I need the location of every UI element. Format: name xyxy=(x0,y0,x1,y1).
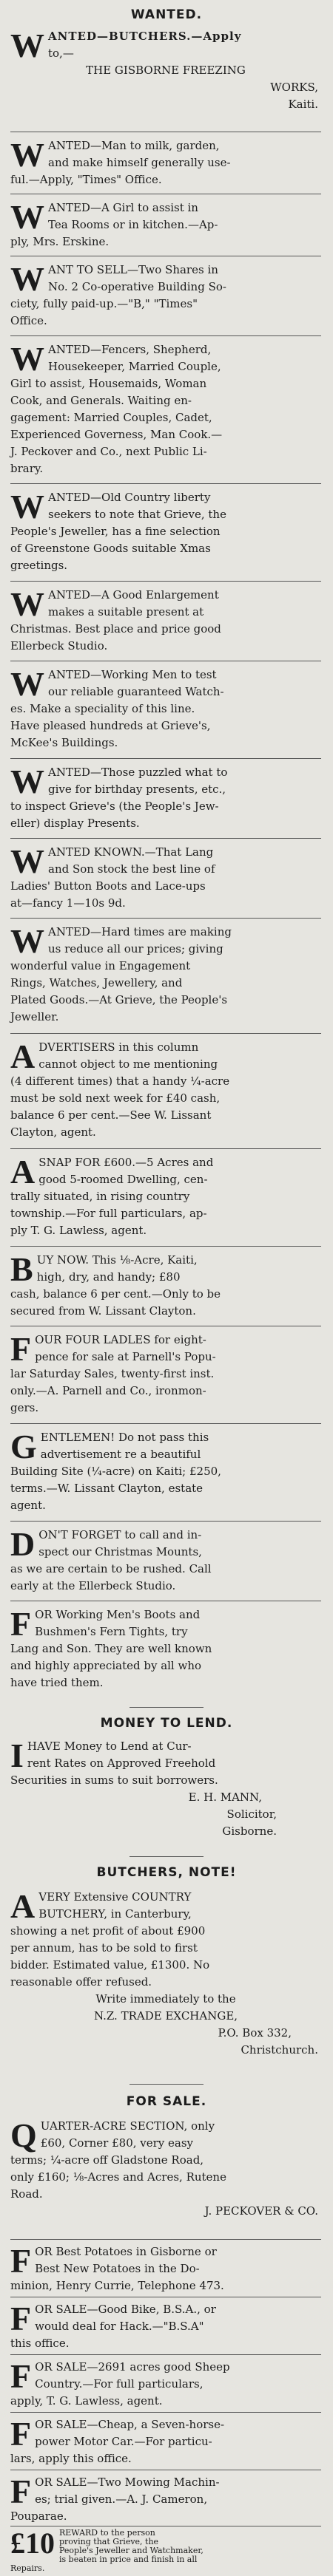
ad-line: eller) display Presents. xyxy=(10,817,140,830)
ad-line: THE GISBORNE FREEZING xyxy=(86,64,246,77)
ad-line: us reduce all our prices; giving xyxy=(48,942,223,955)
ad-line: makes a suitable present at xyxy=(48,605,204,619)
ad-line: No. 2 Co-operative Building So- xyxy=(48,280,226,293)
drop-cap: W xyxy=(10,488,44,525)
ad-line: Gisborne. xyxy=(222,1824,277,1838)
drop-cap: I xyxy=(10,1737,24,1774)
ad-line: £60, Corner £80, very easy xyxy=(40,2136,194,2150)
rule xyxy=(10,1033,321,1034)
rule xyxy=(10,2239,321,2240)
drop-cap: W xyxy=(10,585,44,623)
drop-cap: F xyxy=(10,2242,32,2280)
ad-line: Pouparae. xyxy=(10,2509,67,2523)
ad-line: REWARD to the person xyxy=(59,2528,155,2538)
ad-line: Jeweller. xyxy=(10,1010,59,1023)
classified-ad-working-men-watches xyxy=(10,667,321,752)
ad-line: J. PECKOVER & CO. xyxy=(204,2204,318,2218)
ad-line: good 5-roomed Dwelling, cen- xyxy=(38,1173,208,1186)
ad-line: N.Z. TRADE EXCHANGE, xyxy=(93,2009,238,2023)
ad-line: lar Saturday Sales, twenty-first inst. xyxy=(10,1367,215,1380)
ad-line: only.—A. Parnell and Co., ironmon- xyxy=(10,1384,206,1397)
ad-line: at—fancy 1—10s 9d. xyxy=(10,896,126,910)
rule xyxy=(10,838,321,839)
ad-line: SNAP FOR £600.—5 Acres and xyxy=(38,1156,214,1169)
ad-line: is beaten in price and finish in all xyxy=(59,2555,198,2564)
classified-ad-man-milk xyxy=(10,137,321,188)
ad-line: this office. xyxy=(10,2337,70,2350)
ad-line: balance 6 per cent.—See W. Lissant xyxy=(10,1108,212,1122)
rule xyxy=(10,1423,321,1424)
ad-line: ANTED—Man to milk, garden, xyxy=(48,139,220,152)
ad-line: Best New Potatoes in the Do- xyxy=(35,2262,200,2275)
ad-line: minion, Henry Currie, Telephone 473. xyxy=(10,2279,224,2292)
ad-line: to,— xyxy=(48,47,74,60)
ad-line: terms; ¼-acre off Gladstone Road, xyxy=(10,2153,204,2167)
ad-line: Lang and Son. They are well known xyxy=(10,1642,212,1655)
ad-line: BUTCHERY, in Canterbury, xyxy=(38,1907,192,1921)
ad-line: Office. xyxy=(10,314,47,327)
ad-line: of Greenstone Goods suitable Xmas xyxy=(10,542,211,555)
drop-cap: F xyxy=(10,2473,32,2510)
drop-cap: F xyxy=(10,2300,32,2337)
classified-ad-quarter-acre xyxy=(10,2118,321,2220)
ad-line: would deal for Hack.—"B.S.A" xyxy=(35,2320,204,2333)
drop-cap: G xyxy=(10,1428,37,1465)
ad-line: trally situated, in rising country xyxy=(10,1190,190,1203)
classified-ad-gentlemen xyxy=(10,1429,321,1514)
section-heading-wanted: WANTED. xyxy=(130,7,203,22)
classified-ad-boots xyxy=(10,1606,321,1691)
ad-line: only £160; ⅛-Acres and Acres, Rutene xyxy=(10,2170,226,2184)
ad-line: Solicitor, xyxy=(226,1807,277,1821)
ad-line: OR SALE—Good Bike, B.S.A., or xyxy=(35,2303,216,2316)
classified-ad-advertisers xyxy=(10,1039,321,1141)
classified-ad-motor-car xyxy=(10,2416,321,2467)
ad-line: ANTED—Working Men to test xyxy=(48,668,217,681)
ad-line: UARTER-ACRE SECTION, only xyxy=(40,2119,215,2133)
ad-line: ANTED—Those puzzled what to xyxy=(48,766,228,779)
rule xyxy=(130,1707,204,1708)
ad-line: OR SALE—2691 acres good Sheep xyxy=(35,2360,230,2374)
ad-line: OR Best Potatoes in Gisborne or xyxy=(35,2245,217,2258)
section-heading-butchers-note: BUTCHERS, NOTE! xyxy=(96,1865,237,1880)
drop-cap: F xyxy=(10,1330,32,1368)
ad-line: bidder. Estimated value, £1300. No xyxy=(10,1958,210,1972)
ad-line: ANTED—A Good Enlargement xyxy=(48,588,219,602)
ad-line: cash, balance 6 per cent.—Only to be xyxy=(10,1287,221,1301)
ad-line: secured from W. Lissant Clayton. xyxy=(10,1304,196,1318)
rule xyxy=(10,2412,321,2413)
classified-ad-money-lend xyxy=(10,1738,321,1840)
ad-line: ANTED—Old Country liberty xyxy=(48,491,211,504)
ad-line: ENTLEMEN! Do not pass this xyxy=(40,1431,209,1444)
drop-cap: A xyxy=(10,1153,36,1190)
classified-ad-liberty-seekers xyxy=(10,489,321,574)
ad-line: ANTED—Fencers, Shepherd, xyxy=(48,343,212,356)
drop-cap: D xyxy=(10,1525,36,1563)
ad-line: lars, apply this office. xyxy=(10,2452,132,2465)
classified-ad-snap-600 xyxy=(10,1154,321,1239)
ad-line: ANTED—Hard times are making xyxy=(48,925,232,938)
ad-line: Country.—For full particulars, xyxy=(35,2377,204,2391)
ad-line: Repairs. xyxy=(10,2563,45,2573)
rule xyxy=(10,1246,321,1247)
ad-line: proving that Grieve, the xyxy=(59,2537,159,2546)
ad-line: per annum, has to be sold to first xyxy=(10,1941,198,1955)
ad-line: E. H. MANN, xyxy=(188,1790,262,1804)
ad-line: es; trial given.—A. J. Cameron, xyxy=(35,2492,208,2506)
classified-ad-mowing-machines xyxy=(10,2474,321,2525)
ad-line: ply T. G. Lawless, agent. xyxy=(10,1224,147,1237)
classified-ad-fencers xyxy=(10,341,321,477)
section-heading-money-to-lend: MONEY TO LEND. xyxy=(100,1716,233,1731)
ad-line: Kaiti. xyxy=(288,98,318,111)
drop-cap: A xyxy=(10,1037,36,1075)
classified-ad-girl-tea-rooms xyxy=(10,200,321,251)
ad-line: our reliable guaranteed Watch- xyxy=(48,685,224,698)
ad-line: Ladies' Button Boots and Lace-ups xyxy=(10,879,206,893)
ad-line: early at the Ellerbeck Studio. xyxy=(10,1579,176,1592)
drop-cap: W xyxy=(10,665,44,703)
ad-line: Girl to assist, Housemaids, Woman xyxy=(10,377,207,390)
ad-line: Building Site (¼-acre) on Kaiti; £250, xyxy=(10,1465,221,1478)
classified-ad-hard-times xyxy=(10,924,321,1026)
ad-line: Write immediately to the xyxy=(95,1992,236,2006)
classified-ad-reward xyxy=(10,2526,321,2573)
ad-line: ANTED KNOWN.—That Lang xyxy=(48,845,214,859)
ad-line: as we are certain to be rushed. Call xyxy=(10,1562,212,1575)
ad-line: ful.—Apply, "Times" Office. xyxy=(10,173,162,186)
drop-cap: W xyxy=(10,763,44,800)
ad-line: cannot object to me mentioning xyxy=(38,1057,218,1071)
ad-line: gers. xyxy=(10,1401,39,1414)
ad-line: pence for sale at Parnell's Popu- xyxy=(35,1350,216,1363)
ad-line: reasonable offer refused. xyxy=(10,1975,152,1989)
ad-line: UY NOW. This ⅛-Acre, Kaiti, xyxy=(36,1253,198,1267)
ad-line: OR Working Men's Boots and xyxy=(35,1608,201,1621)
drop-cap: W xyxy=(10,260,44,298)
classified-ad-puzzled-presents xyxy=(10,764,321,832)
ad-line: VERY Extensive COUNTRY xyxy=(38,1890,192,1904)
ad-line: People's Jeweller and Watchmaker, xyxy=(59,2546,204,2555)
ad-line: seekers to note that Grieve, the xyxy=(48,508,226,521)
ad-line: ON'T FORGET to call and in- xyxy=(38,1528,202,1541)
ad-line: ANTED—A Girl to assist in xyxy=(48,201,198,214)
drop-cap: £10 xyxy=(10,2526,55,2560)
ad-line: ANT TO SELL—Two Shares in xyxy=(48,263,218,276)
classified-ad-butchers-wanted xyxy=(10,28,321,113)
ad-line: Tea Rooms or in kitchen.—Ap- xyxy=(48,218,218,231)
ad-line: advertisement re a beautiful xyxy=(40,1448,201,1461)
ad-line: township.—For full particulars, ap- xyxy=(10,1207,207,1220)
classified-ad-dont-forget xyxy=(10,1527,321,1595)
ad-line: Experienced Governess, Man Cook.— xyxy=(10,428,223,441)
ad-line: Ellerbeck Studio. xyxy=(10,639,108,652)
ad-line: agent. xyxy=(10,1499,46,1512)
ad-line: have tried them. xyxy=(10,1676,104,1689)
drop-cap: F xyxy=(10,1605,32,1643)
ad-line: DVERTISERS in this column xyxy=(38,1040,199,1054)
rule xyxy=(10,1521,321,1522)
drop-cap: A xyxy=(10,1887,36,1925)
ad-line: Christmas. Best place and price good xyxy=(10,622,221,636)
ad-line: es. Make a speciality of this line. xyxy=(10,702,195,715)
rule xyxy=(10,335,321,336)
drop-cap: W xyxy=(10,27,44,64)
rule xyxy=(10,918,321,919)
ad-line: greetings. xyxy=(10,559,68,572)
ad-line: showing a net profit of about £900 xyxy=(10,1924,206,1938)
ad-line: wonderful value in Engagement xyxy=(10,959,191,972)
ad-line: and Son stock the best line of xyxy=(48,862,215,876)
rule xyxy=(10,1148,321,1149)
drop-cap: F xyxy=(10,2357,32,2395)
ad-line: Securities in sums to suit borrowers. xyxy=(10,1773,218,1787)
ad-line: apply, T. G. Lawless, agent. xyxy=(10,2394,163,2408)
rule xyxy=(130,2084,204,2085)
drop-cap: B xyxy=(10,1250,33,1288)
rule xyxy=(130,1856,204,1857)
rule xyxy=(10,581,321,582)
drop-cap: F xyxy=(10,2415,32,2453)
ad-line: ply, Mrs. Erskine. xyxy=(10,235,110,248)
ad-line: power Motor Car.—For particu- xyxy=(35,2435,212,2448)
ad-line: Road. xyxy=(10,2187,43,2201)
drop-cap: W xyxy=(10,340,44,378)
ad-line: (4 different times) that a handy ¼-acre xyxy=(10,1074,230,1088)
classified-ad-bike xyxy=(10,2301,321,2352)
rule xyxy=(10,2354,321,2355)
ad-line: Have pleased hundreds at Grieve's, xyxy=(10,719,211,732)
ad-line: ANTED—BUTCHERS.—Apply xyxy=(48,30,242,43)
ad-line: Bushmen's Fern Tights, try xyxy=(35,1625,188,1638)
classified-ad-enlargement xyxy=(10,587,321,655)
ad-line: rent Rates on Approved Freehold xyxy=(27,1756,216,1770)
classified-ad-buy-now xyxy=(10,1252,321,1320)
ad-line: OR SALE—Cheap, a Seven-horse- xyxy=(35,2418,225,2431)
ad-line: must be sold next week for £40 cash, xyxy=(10,1091,221,1105)
ad-line: and highly appreciated by all who xyxy=(10,1659,202,1672)
ad-line: OUR FOUR LADLES for eight- xyxy=(35,1333,206,1346)
rule xyxy=(10,483,321,484)
ad-line: People's Jeweller, has a fine selection xyxy=(10,525,221,538)
classified-ad-wanted-known xyxy=(10,844,321,912)
ad-line: Rings, Watches, Jewellery, and xyxy=(10,976,183,989)
ad-line: Plated Goods.—At Grieve, the People's xyxy=(10,993,228,1006)
ad-line: Cook, and Generals. Waiting en- xyxy=(10,394,192,407)
classified-ad-potatoes xyxy=(10,2243,321,2294)
ad-line: spect our Christmas Mounts, xyxy=(38,1545,202,1558)
classified-ad-four-ladles xyxy=(10,1332,321,1417)
ad-line: high, dry, and handy; £80 xyxy=(36,1270,181,1284)
ad-line: gagement: Married Couples, Cadet, xyxy=(10,411,212,424)
classified-ad-country-butchery xyxy=(10,1889,321,2059)
ad-line: WORKS, xyxy=(270,81,318,94)
ad-line: to inspect Grieve's (the People's Jew- xyxy=(10,800,219,813)
ad-line: give for birthday presents, etc., xyxy=(48,783,226,796)
ad-line: HAVE Money to Lend at Cur- xyxy=(27,1740,192,1753)
classified-ad-sheep-country xyxy=(10,2359,321,2410)
ad-line: OR SALE—Two Mowing Machin- xyxy=(35,2476,220,2489)
drop-cap: W xyxy=(10,922,44,960)
ad-line: ciety, fully paid-up.—"B," "Times" xyxy=(10,297,198,310)
ad-line: P.O. Box 332, xyxy=(218,2026,292,2040)
ad-line: brary. xyxy=(10,462,44,475)
ad-line: terms.—W. Lissant Clayton, estate xyxy=(10,1482,204,1495)
ad-line: McKee's Buildings. xyxy=(10,736,118,749)
drop-cap: W xyxy=(10,198,44,236)
ad-line: Housekeeper, Married Couple, xyxy=(48,360,221,373)
ad-line: Christchurch. xyxy=(240,2043,318,2057)
ad-line: and make himself generally use- xyxy=(48,156,231,169)
ad-line: Clayton, agent. xyxy=(10,1125,96,1139)
drop-cap: Q xyxy=(10,2116,37,2154)
ad-line: J. Peckover and Co., next Public Li- xyxy=(10,445,207,458)
drop-cap: W xyxy=(10,842,44,880)
classified-ad-shares xyxy=(10,262,321,330)
section-heading-for-sale: FOR SALE. xyxy=(126,2094,207,2109)
rule xyxy=(10,758,321,759)
drop-cap: W xyxy=(10,136,44,174)
